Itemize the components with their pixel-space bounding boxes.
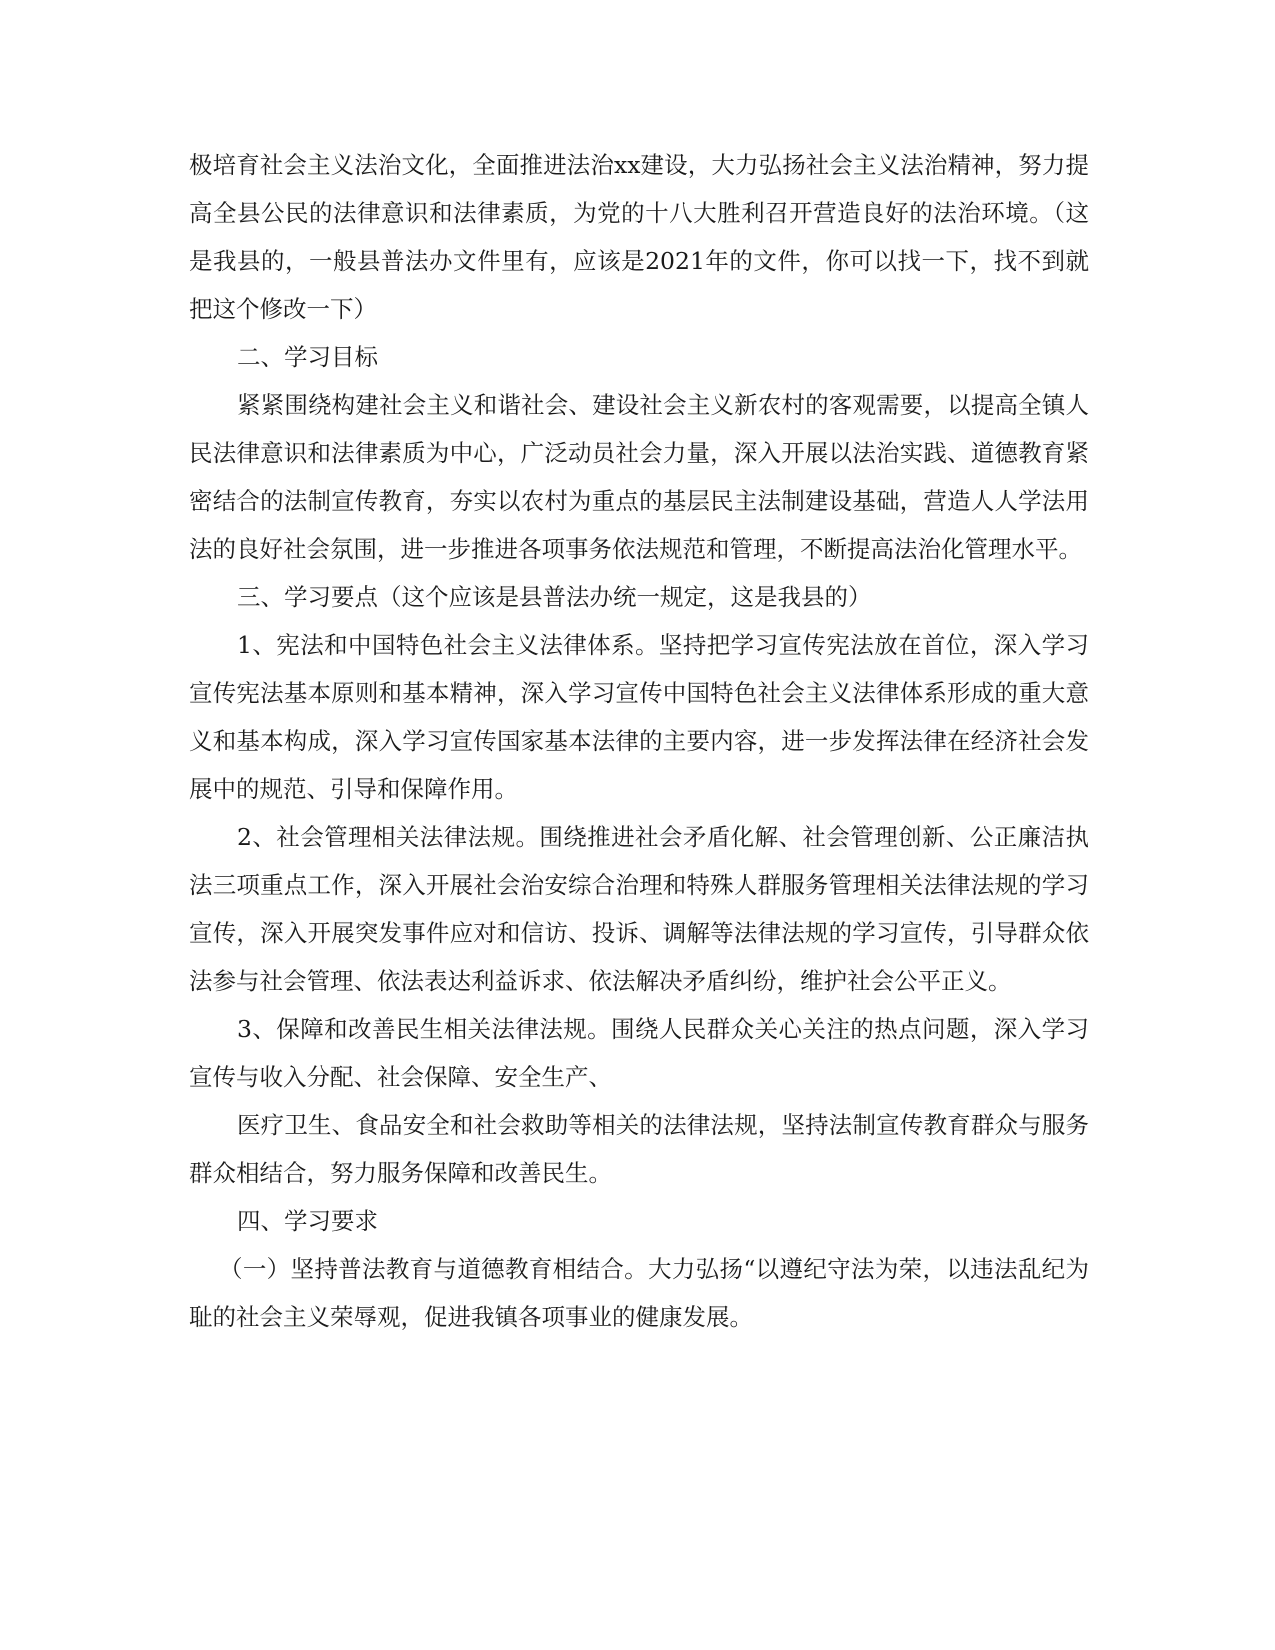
paragraph-point-3: 3、保障和改善民生相关法律法规。围绕人民群众关心关注的热点问题，深入学习宣传与收入分配、社会保障、安全生产、: [189, 1015, 1089, 1091]
heading-learning-requirements: 四、学习要求: [237, 1207, 378, 1235]
paragraph-point-2: 2、社会管理相关法律法规。围绕推进社会矛盾化解、社会管理创新、公正廉洁执法三项重点工作，深入开展社会治安综合治理和特殊人群服务管理相关法律法规的学习宣传，深入开展突发事件应对和信访、投诉、调解等法律法规的学习宣传，引导群众依法参与社会管理、依法表达利益诉求、依法解决矛盾纠纷，维护社会公平正义。: [189, 823, 1089, 995]
heading-learning-goals: 二、学习目标: [237, 343, 378, 371]
paragraph-point-3-continued: 医疗卫生、食品安全和社会救助等相关的法律法规，坚持法制宣传教育群众与服务群众相结合，努力服务保障和改善民生。: [189, 1111, 1089, 1187]
heading-learning-points: 三、学习要点（这个应该是县普法办统一规定，这是我县的）: [237, 583, 872, 611]
paragraph-continuation: 极培育社会主义法治文化，全面推进法治xx建设，大力弘扬社会主义法治精神，努力提高全县公民的法律意识和法律素质，为党的十八大胜利召开营造良好的法治环境。（这是我县的，一般县普法办文件里有，应该是2021年的文件，你可以找一下，找不到就把这个修改一下）: [189, 151, 1089, 323]
paragraph-requirement-1: （一）坚持普法教育与道德教育相结合。大力弘扬“以遵纪守法为荣，以违法乱纪为耻的社会主义荣辱观，促进我镇各项事业的健康发展。: [189, 1255, 1089, 1331]
document-body: [189, 141, 1089, 1341]
paragraph-learning-goals: 紧紧围绕构建社会主义和谐社会、建设社会主义新农村的客观需要，以提高全镇人民法律意识和法律素质为中心，广泛动员社会力量，深入开展以法治实践、道德教育紧密结合的法制宣传教育，夯实以农村为重点的基层民主法制建设基础，营造人人学法用法的良好社会氛围，进一步推进各项事务依法规范和管理，不断提高法治化管理水平。: [189, 391, 1089, 563]
paragraph-point-1: 1、宪法和中国特色社会主义法律体系。坚持把学习宣传宪法放在首位，深入学习宣传宪法基本原则和基本精神，深入学习宣传中国特色社会主义法律体系形成的重大意义和基本构成，深入学习宣传国家基本法律的主要内容，进一步发挥法律在经济社会发展中的规范、引导和保障作用。: [189, 631, 1089, 803]
